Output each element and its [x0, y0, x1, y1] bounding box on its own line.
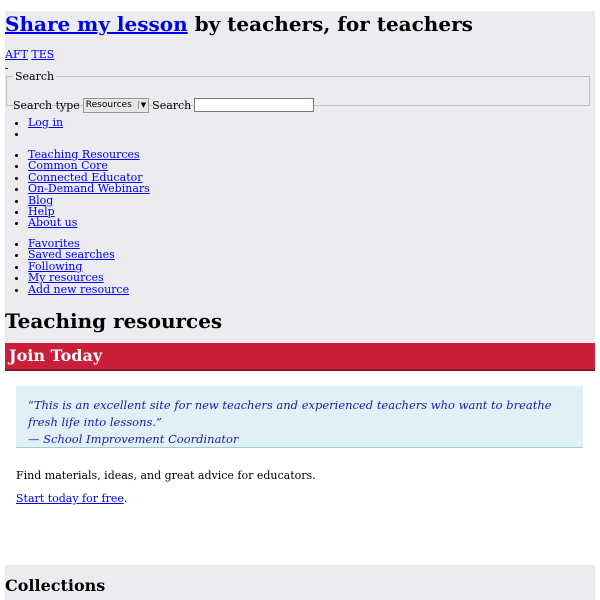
join-title: Join Today [9, 346, 103, 365]
quote-attribution: — School Improvement Coordinator [28, 432, 239, 446]
account-nav [5, 117, 63, 140]
partner-links [5, 48, 54, 61]
nav-teaching-resources[interactable]: Teaching Resources [28, 148, 140, 161]
search-type-value: Resources [85, 100, 132, 110]
site-title [5, 11, 595, 37]
page-title: Teaching resources [5, 309, 223, 333]
nav-add-new-resource[interactable]: Add new resource [28, 282, 130, 296]
nav-on-demand-webinars[interactable]: On-Demand Webinars [28, 182, 150, 196]
start-suffix: . [123, 492, 128, 505]
site-tagline: by teachers, for teachers [187, 12, 473, 36]
search-row [13, 97, 314, 113]
nav-favorites[interactable]: Favorites [28, 237, 80, 250]
skip-link[interactable] [5, 62, 8, 69]
account-nav-item [28, 117, 63, 128]
nav-about-us[interactable]: About us [28, 216, 78, 230]
main-nav-item [28, 217, 150, 228]
user-nav [5, 238, 129, 295]
site-header [5, 11, 595, 41]
chevron-down-icon: ▼ [138, 101, 146, 109]
user-nav-item [28, 284, 129, 295]
nav-connected-educator[interactable]: Connected Educator [28, 170, 143, 184]
search-legend: Search [15, 70, 55, 83]
nav-following[interactable]: Following [28, 259, 83, 273]
join-body [5, 371, 595, 565]
partner-link-tes[interactable]: TES [31, 48, 55, 61]
site-home-link[interactable]: Share my lesson [5, 12, 188, 36]
search-type-select[interactable] [83, 98, 149, 113]
partner-link-aft[interactable]: AFT [5, 48, 28, 61]
nav-blog[interactable]: Blog [28, 193, 54, 207]
testimonial-quote [16, 386, 583, 448]
nav-help[interactable]: Help [28, 205, 55, 219]
main-nav [5, 149, 150, 229]
search-input[interactable] [194, 98, 314, 112]
join-banner [5, 343, 595, 371]
quote-text: “This is an excellent site for new teachers and experienced teachers who want to breathe fresh life into lessons.” [28, 398, 552, 429]
collections-title: Collections [5, 576, 106, 595]
join-description: Find materials, ideas, and great advice for educators. [16, 469, 316, 482]
search-form [6, 70, 590, 112]
nav-my-resources[interactable]: My resources [28, 271, 104, 285]
search-type-label: Search type [13, 98, 80, 112]
start-free-link[interactable]: Start today for free [16, 492, 124, 505]
login-link[interactable]: Log in [28, 116, 64, 129]
page [5, 11, 595, 600]
nav-saved-searches[interactable]: Saved searches [28, 248, 115, 262]
nav-common-core[interactable]: Common Core [28, 159, 108, 173]
start-line [16, 492, 127, 505]
search-label: Search [152, 98, 192, 112]
account-nav-item [28, 128, 63, 139]
